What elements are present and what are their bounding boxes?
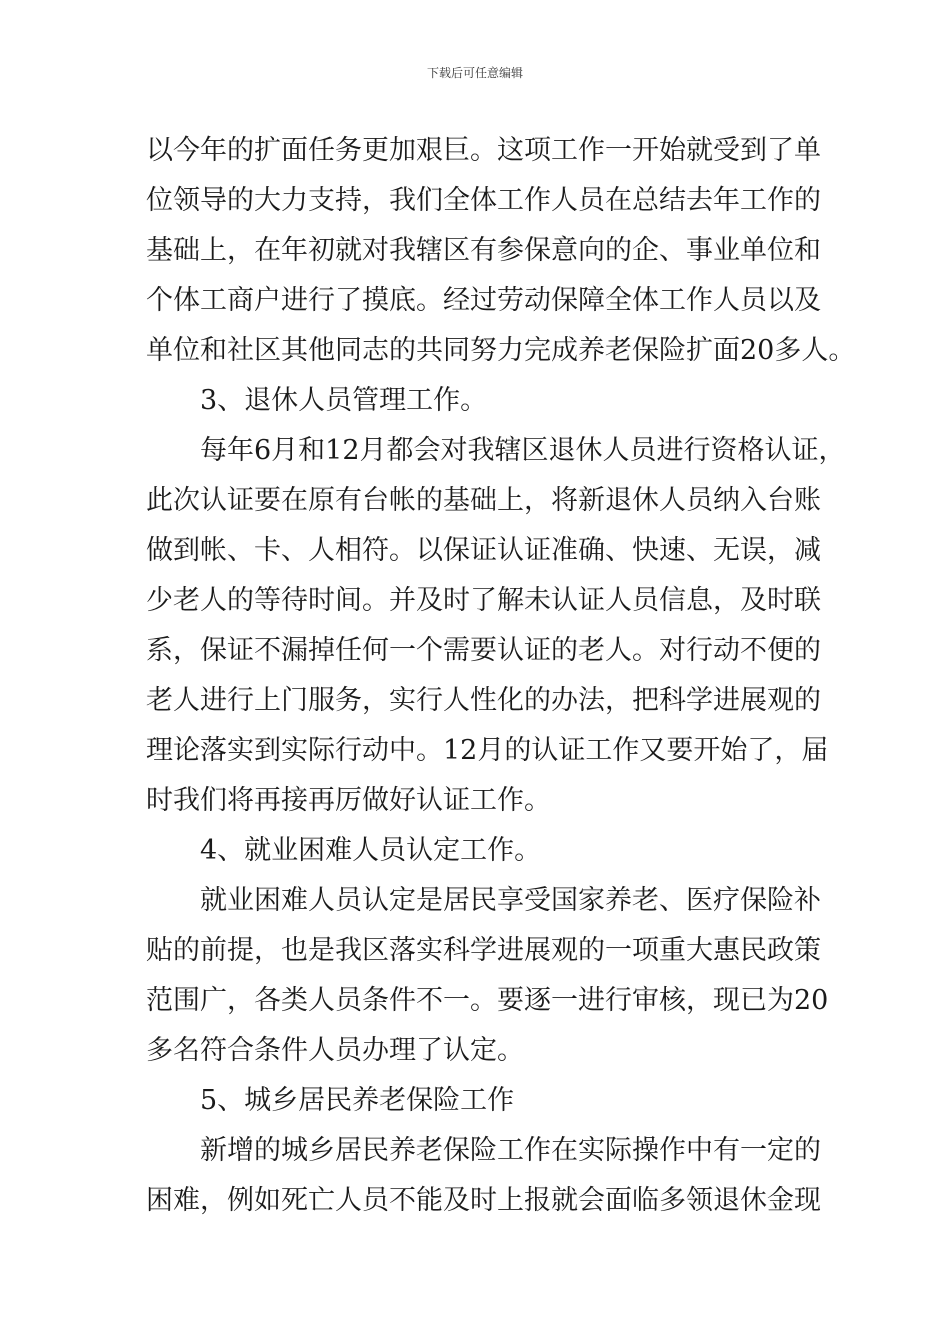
text-line: 理论落实到实际行动中。12月的认证工作又要开始了，届 bbox=[146, 735, 829, 766]
text-line: 老人进行上门服务，实行人性化的办法，把科学进展观的 bbox=[146, 685, 821, 716]
text-line: 做到帐、卡、人相符。以保证认证准确、快速、无误，减 bbox=[146, 535, 821, 566]
text-line: 个体工商户进行了摸底。经过劳动保障全体工作人员以及 bbox=[146, 285, 821, 316]
text-line: 贴的前提，也是我区落实科学进展观的一项重大惠民政策 bbox=[146, 935, 821, 966]
text-line: 每年6月和12月都会对我辖区退休人员进行资格认证， bbox=[200, 435, 846, 466]
text-line: 系，保证不漏掉任何一个需要认证的老人。对行动不便的 bbox=[146, 635, 821, 666]
text-line: 此次认证要在原有台帐的基础上，将新退休人员纳入台账 bbox=[146, 485, 821, 516]
text-line: 少老人的等待时间。并及时了解未认证人员信息，及时联 bbox=[146, 585, 821, 616]
text-line: 以今年的扩面任务更加艰巨。这项工作一开始就受到了单 bbox=[146, 135, 821, 166]
page-header: 下载后可任意编辑 bbox=[426, 66, 523, 80]
section-heading-5: 5、城乡居民养老保险工作 bbox=[200, 1085, 515, 1116]
text-line: 新增的城乡居民养老保险工作在实际操作中有一定的 bbox=[200, 1135, 821, 1166]
text-line: 困难，例如死亡人员不能及时上报就会面临多领退休金现 bbox=[146, 1185, 821, 1216]
text-line: 基础上，在年初就对我辖区有参保意向的企、事业单位和 bbox=[146, 235, 821, 266]
text-line: 时我们将再接再厉做好认证工作。 bbox=[146, 785, 551, 816]
section-heading-3: 3、退休人员管理工作。 bbox=[200, 385, 488, 416]
text-line: 单位和社区其他同志的共同努力完成养老保险扩面20多人。 bbox=[146, 335, 856, 366]
text-line: 范围广，各类人员条件不一。要逐一进行审核，现已为20 bbox=[146, 985, 829, 1016]
text-line: 多名符合条件人员办理了认定。 bbox=[146, 1035, 524, 1066]
section-heading-4: 4、就业困难人员认定工作。 bbox=[200, 835, 542, 866]
text-line: 位领导的大力支持，我们全体工作人员在总结去年工作的 bbox=[146, 185, 821, 216]
document-body bbox=[146, 126, 856, 1226]
text-line: 就业困难人员认定是居民享受国家养老、医疗保险补 bbox=[200, 885, 821, 916]
